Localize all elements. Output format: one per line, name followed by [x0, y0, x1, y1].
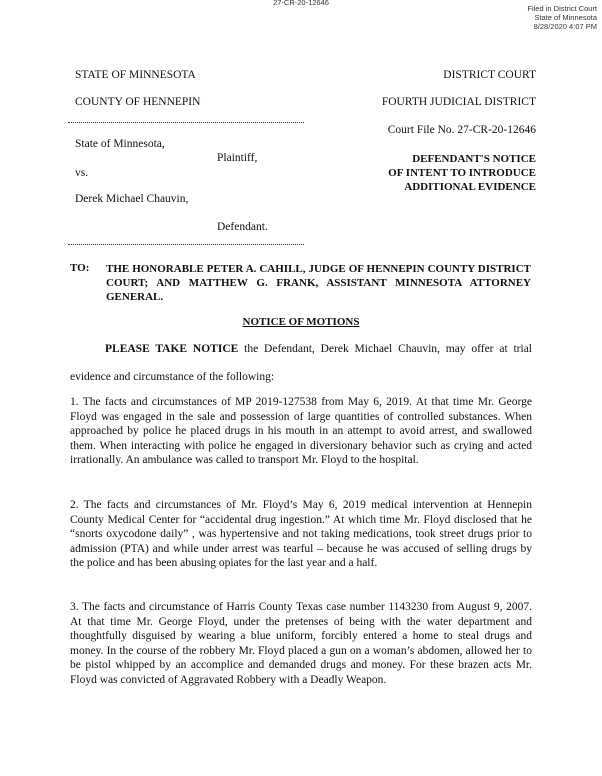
versus: vs. — [75, 167, 89, 179]
caption-county: COUNTY OF HENNEPIN — [75, 96, 201, 108]
notice-title-line-2: OF INTENT TO INTRODUCE — [388, 167, 536, 179]
section-title: NOTICE OF MOTIONS — [242, 316, 360, 328]
plaintiff-role: Plaintiff, — [217, 152, 258, 164]
item-2: 2. The facts and circumstances of Mr. Floyd’s May 6, 2019 medical intervention at Hennepin County Medical Center for “accidental drug ingestion.” At which time Mr. Floyd disclosed that he “snorts oxycodone daily” , was hypertensive and not taking medications, took street drugs prior to admission (PTA) and while under arrest was tearful – because he was accused of selling drugs by the police and has been abusing opiates for the last year and a half. — [70, 499, 532, 570]
intro-paragraph — [70, 342, 532, 357]
to-label: TO: — [70, 262, 90, 274]
defendant-name: Derek Michael Chauvin, — [75, 193, 189, 205]
plaintiff-name: State of Minnesota, — [75, 138, 165, 150]
to-addressees: THE HONORABLE PETER A. CAHILL, JUDGE OF HENNEPIN COUNTY DISTRICT COURT; AND MATTHEW G. FRANK, ASSISTANT MINNESOTA ATTORNEY GENERAL. — [106, 263, 531, 303]
intro-bold: PLEASE TAKE NOTICE — [105, 343, 239, 355]
court-file-number: Court File No. 27-CR-20-12646 — [387, 124, 536, 136]
item-3: 3. The facts and circumstance of Harris County Texas case number 1143230 from August 9, 2007. At that time Mr. George Floyd, under the pretenses of being with the water department and thoughtfully disguised by wearing a blue uniform, forcibly entered a home to steal drugs and money. In the course of the robbery Mr. Floyd placed a gun on a woman’s abdomen, allowed her to be pistol whipped by an accomplice and demanded drugs and money. For these brazen acts Mr. Floyd was convicted of Aggravated Robbery with a Deadly Weapon. — [70, 601, 532, 686]
intro-rest: the Defendant, Derek Michael Chauvin, may offer at trial — [238, 343, 533, 355]
intro-line-2: evidence and circumstance of the following: — [70, 371, 275, 383]
caption-court: DISTRICT COURT — [443, 69, 536, 81]
caption-district: FOURTH JUDICIAL DISTRICT — [381, 96, 536, 108]
filed-line-3: 8/28/2020 4:07 PM — [533, 22, 597, 31]
caption-divider-top — [68, 122, 304, 123]
caption-divider-bottom — [68, 244, 304, 245]
caption-state: STATE OF MINNESOTA — [75, 69, 196, 81]
item-1: 1. The facts and circumstances of MP 2019-127538 from May 6, 2019. At that time Mr. George Floyd was engaged in the sale and possession of large quantities of controlled substances. When approached by police he placed drugs in his mouth in an attempt to avoid arrest, and swallowed them. When interacting with police he engaged in diversionary behavior such as crying and acted irrationally. An ambulance was called to transport Mr. Floyd to the hospital. — [70, 396, 532, 467]
notice-title-line-1: DEFENDANT'S NOTICE — [412, 153, 536, 165]
filed-line-1: Filed in District Court — [527, 4, 597, 13]
defendant-role: Defendant. — [217, 221, 268, 233]
filed-stamp — [417, 4, 597, 31]
filed-line-2: State of Minnesota — [534, 13, 597, 22]
notice-title-line-3: ADDITIONAL EVIDENCE — [404, 181, 536, 193]
notice-title — [336, 152, 536, 194]
top-case-number: 27-CR-20-12646 — [273, 0, 329, 7]
